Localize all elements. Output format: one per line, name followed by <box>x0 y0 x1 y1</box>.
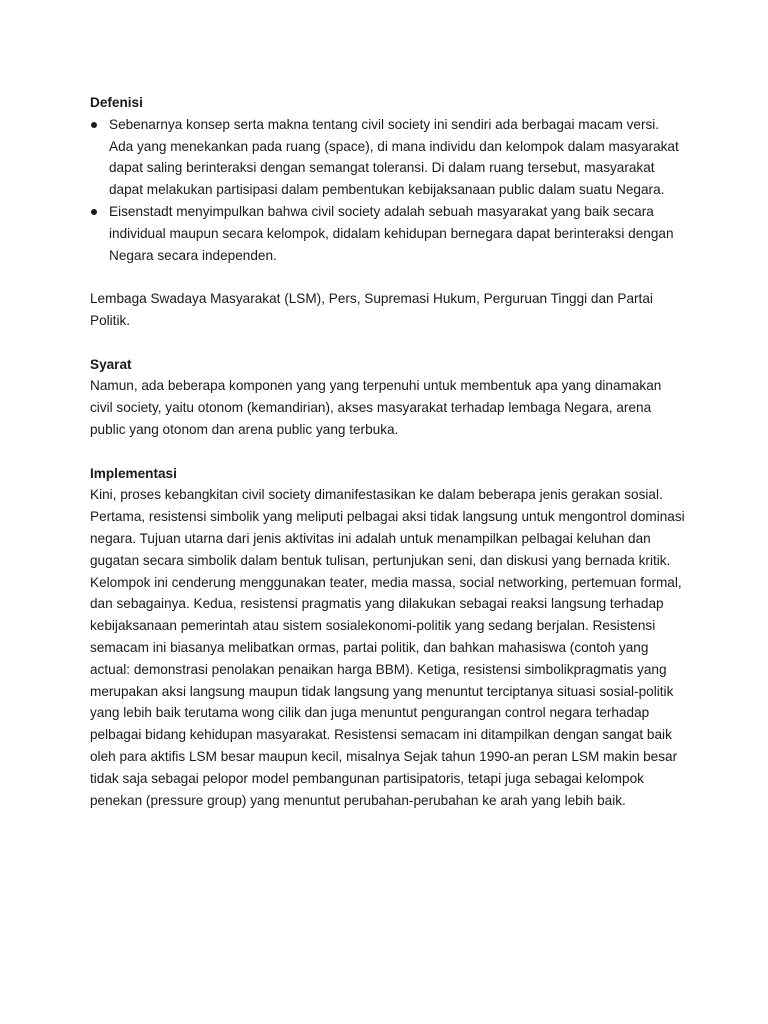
heading-defenisi: Defenisi <box>90 95 143 110</box>
bullet-icon <box>91 209 97 215</box>
bullet-icon <box>91 122 97 128</box>
spacer <box>90 266 686 288</box>
bullet-item <box>90 114 686 201</box>
bullet-text: Eisenstadt menyimpulkan bahwa civil society adalah sebuah masyarakat yang baik secara individual maupun secara kelompok, didalam kehidupan bernegara dapat berinteraksi dengan Negara secara independen. <box>109 203 674 263</box>
defenisi-note-paragraph: Lembaga Swadaya Masyarakat (LSM), Pers, Supremasi Hukum, Perguruan Tinggi dan Partai Politik. <box>90 291 653 328</box>
defenisi-bullet-list <box>90 114 686 267</box>
spacer <box>90 441 686 463</box>
implementasi-paragraph: Kini, proses kebangkitan civil society dimanifestasikan ke dalam beberapa jenis gerakan sosial. Pertama, resistensi simbolik yang meliputi pelbagai aksi tidak langsung untuk mengontrol dominasi negara. Tujuan utarna dari jenis aktivitas ini adalah untuk menampilkan pelbagai keluhan dan gugatan secara simbolik dalam bentuk tulisan, pertunjukan seni, dan diskusi yang bernada kritik. Kelompok ini cenderung menggunakan teater, media massa, social networking, pertemuan formal, dan sebagainya. Kedua, resistensi pragmatis yang dilakukan sebagai reaksi langsung terhadap kebijaksanaan pemerintah atau sistem sosialekonomi-politik yang sedang berjalan. Resistensi semacam ini biasanya melibatkan ormas, partai politik, dan bahkan mahasiswa (contoh yang actual: demonstrasi penolakan penaikan harga BBM). Ketiga, resistensi simbolikpragmatis yang merupakan aksi langsung maupun tidak langsung yang menuntut terciptanya situasi sosial-politik yang lebih baik terutama wong cilik dan juga menuntut pengurangan control negara terhadap pelbagai bidang kehidupan masyarakat. Resistensi semacam ini ditampilkan dengan sangat baik oleh para aktifis LSM besar maupun kecil, misalnya Sejak tahun 1990-an peran LSM makin besar tidak saja sebagai pelopor model pembangunan partisipatoris, tetapi juga sebagai kelompok penekan (pressure group) yang menuntut perubahan-perubahan ke arah yang lebih baik. <box>90 487 685 808</box>
bullet-text: Sebenarnya konsep serta makna tentang civil society ini sendiri ada berbagai macam versi. Ada yang menekankan pada ruang (space), di mana individu dan kelompok dalam masyarakat dapat saling berinteraksi dengan semangat toleransi. Di dalam ruang tersebut, masyarakat dapat melakukan partisipasi dalam pembentukan kebijaksanaan public dalam suatu Negara. <box>109 116 679 198</box>
heading-implementasi: Implementasi <box>90 465 177 481</box>
bullet-item <box>90 201 686 266</box>
spacer <box>90 332 686 354</box>
document-page <box>90 92 686 811</box>
syarat-paragraph: Namun, ada beberapa komponen yang yang terpenuhi untuk membentuk apa yang dinamakan civil society, yaitu otonom (kemandirian), akses masyarakat terhadap lembaga Negara, arena public yang otonom dan arena public yang terbuka. <box>90 378 662 437</box>
heading-syarat: Syarat <box>90 356 132 372</box>
